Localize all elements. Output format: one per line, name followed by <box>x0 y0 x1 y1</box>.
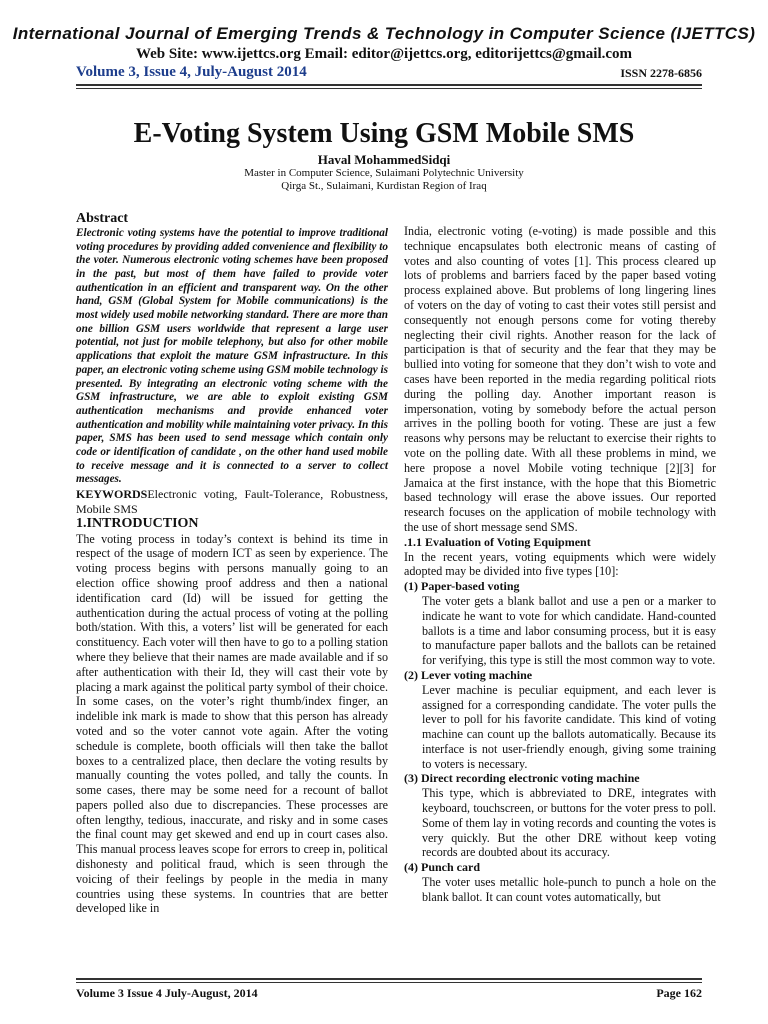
abstract-body: Electronic voting systems have the potential to improve traditional voting procedures by providing added convenience and flexibility to the voter. Numerous electronic voting schemes have been proposed in the past, but most of them have failed to provide voter authentication in an efficient and transparent way. On the other hand, GSM (Global System for Mobile communications) is the most widely used mobile networking standard. There are more than one billion GSM users worldwide that represent a large user potential, not just for mobile telephony, but also for other mobile applications that exploit the mature GSM infrastructure. In this paper, an electronic voting scheme using GSM mobile technology is presented. By integrating an electronic voting scheme with the GSM infrastructure, we are able to exploit existing GSM authentication mechanisms and provide enhanced voter authentication and mobility while maintaining voter privacy. In this paper, SMS has been used to send message which contain only code or identification of candidate , on the other hand used mobile to receive message and it is connected to a server to collect messages. <box>76 226 389 486</box>
item-title-lever-machine: (2) Lever voting machine <box>404 667 533 682</box>
item-text-punch-card: The voter uses metallic hole-punch to punch a hole on the blank ballot. It can count votes automatically, but <box>422 875 716 904</box>
affiliation-line-2: Qirga St., Sulaimani, Kurdistan Region of Iraq <box>281 180 487 192</box>
page-number: Page 162 <box>656 986 702 1000</box>
evaluation-heading: .1.1 Evaluation of Voting Equipment <box>404 534 591 549</box>
item-text-paper-voting: The voter gets a blank ballot and use a pen or a marker to indicate he want to vote for which candidate. Hand-counted ballots is a time and labor consuming process, but it is easy to manufacture paper ballots and the ballots can be retained for verifying, this type is still the most common way to vote. <box>422 593 716 668</box>
paper-title: E-Voting System Using GSM Mobile SMS <box>133 118 635 149</box>
right-column <box>404 224 716 905</box>
item-title-dre-machine: (3) Direct recording electronic voting machine <box>404 771 640 786</box>
author-name: Haval MohammedSidqi <box>317 152 451 167</box>
volume-text: Volume 3, Issue 4, July-August 2014 <box>76 64 307 80</box>
footer <box>76 986 702 1001</box>
header-rule <box>76 84 702 86</box>
left-column <box>76 212 388 916</box>
volume-line <box>76 64 702 81</box>
introduction-heading: 1.INTRODUCTION <box>76 515 199 531</box>
introduction-continued: India, electronic voting (e-voting) is made possible and this technique encapsulates both electronic means of casting of votes and also counting of votes [1]. This process cleared up lots of problems and barriers faced by the paper based voting process explained above. But problems of long lingering lines of voters on the day of voting to cast their votes still persist and consequently not enough persons come for voting thereby neglecting their civil rights. Another reason for the lack of participation is that of security and the fear that they may be bullied into voting for someone that they don’t wish to vote and cases have been reported in the media regarding political riots during the polling day. Another important reason is impersonation, voting by somebody before the actual person arrives in the polling booth for voting. These are just a few reasons why persons may be reluctant to exercise their rights to vote on the polling date. With all these problems in mind, we here propose a novel Mobile voting technique [2][3] for Jamaica at the first instance, with the hope that this Biometric based technology will erase the above issues. Our reported research focuses on the application of mobile technology with the use of short message send SMS. <box>404 224 716 534</box>
issn: ISSN 2278-6856 <box>620 66 702 80</box>
abstract-heading: Abstract <box>76 211 129 226</box>
affiliation-line-1: Master in Computer Science, Sulaimani Polytechnic University <box>244 167 524 179</box>
item-text-lever-machine: Lever machine is peculiar equipment, and each lever is assigned for a corresponding candidate. The voter pulls the lever to poll for his favorite candidate. This kind of voting machine can count up the ballots automatically. Because its interface is not user-friendly enough, giving some training to voters is necessary. <box>422 682 716 771</box>
introduction-body: The voting process in today’s context is behind its time in respect of the usage of modern ICT as seen by experience. The voting process begins with persons manually going to an election office showing proof address and then a national identification card (Id) will be issued for getting the authentication during the actual process of voting at the polling both/station. With this, a voters’ list will be generated for each constituency. Each voter will then have to go to a polling station where they believe that their names are made available and if so after authentication with their Id, they will cast their vote by placing a mark against the political party symbol of their choice. In some cases, on the voter’s right thumb/index finger, an indelible ink mark is made to show that this person has already voted and so the voter cannot vote again. After the voting schedule is complete, booth officials will then take the ballot boxes to a centralized place, then declare the voting results by manually counting the votes polled, and tally the counts. In some cases, there may be some need for a recount of ballot papers polled also due to discrepancies. These processes are often lengthy, tedious, inaccurate, and risky and in some cases the final count may get skewed and end up in court cases also. This manual process leaves scope for errors to creep in, political dishonesty and political fraud, which is seen through the voicing of their feelings by people in the media in many countries using these systems. In countries that are better developed like in <box>76 531 388 916</box>
item-text-dre-machine: This type, which is abbreviated to DRE, integrates with keyboard, touchscreen, or buttons for the voter press to poll. Some of them lay in voting records and counting the votes is very quickly. But the other DRE without keep voting records are doubted about its accuracy. <box>422 786 716 860</box>
footer-rule <box>76 978 702 980</box>
evaluation-intro: In the recent years, voting equipments which were widely adopted may be divided into five types [10]: <box>404 549 716 579</box>
keywords <box>76 487 388 517</box>
header-rule-thin <box>76 88 702 89</box>
item-title-punch-card: (4) Punch card <box>404 860 480 875</box>
footer-volume: Volume 3 Issue 4 July-August, 2014 <box>76 986 258 1000</box>
keywords-text: Electronic voting, Fault-Tolerance, Robustness, Mobile SMS <box>76 487 388 516</box>
journal-contact: Web Site: www.ijettcs.org Email: editor@ijettcs.org, editorijettcs@gmail.com <box>135 46 633 62</box>
journal-title: International Journal of Emerging Trends & Technology in Computer Science (IJETTCS) <box>12 24 756 43</box>
item-title-paper-voting: (1) Paper-based voting <box>404 579 520 594</box>
footer-rule-thin <box>76 982 702 983</box>
keywords-label: KEYWORDS <box>76 487 148 502</box>
